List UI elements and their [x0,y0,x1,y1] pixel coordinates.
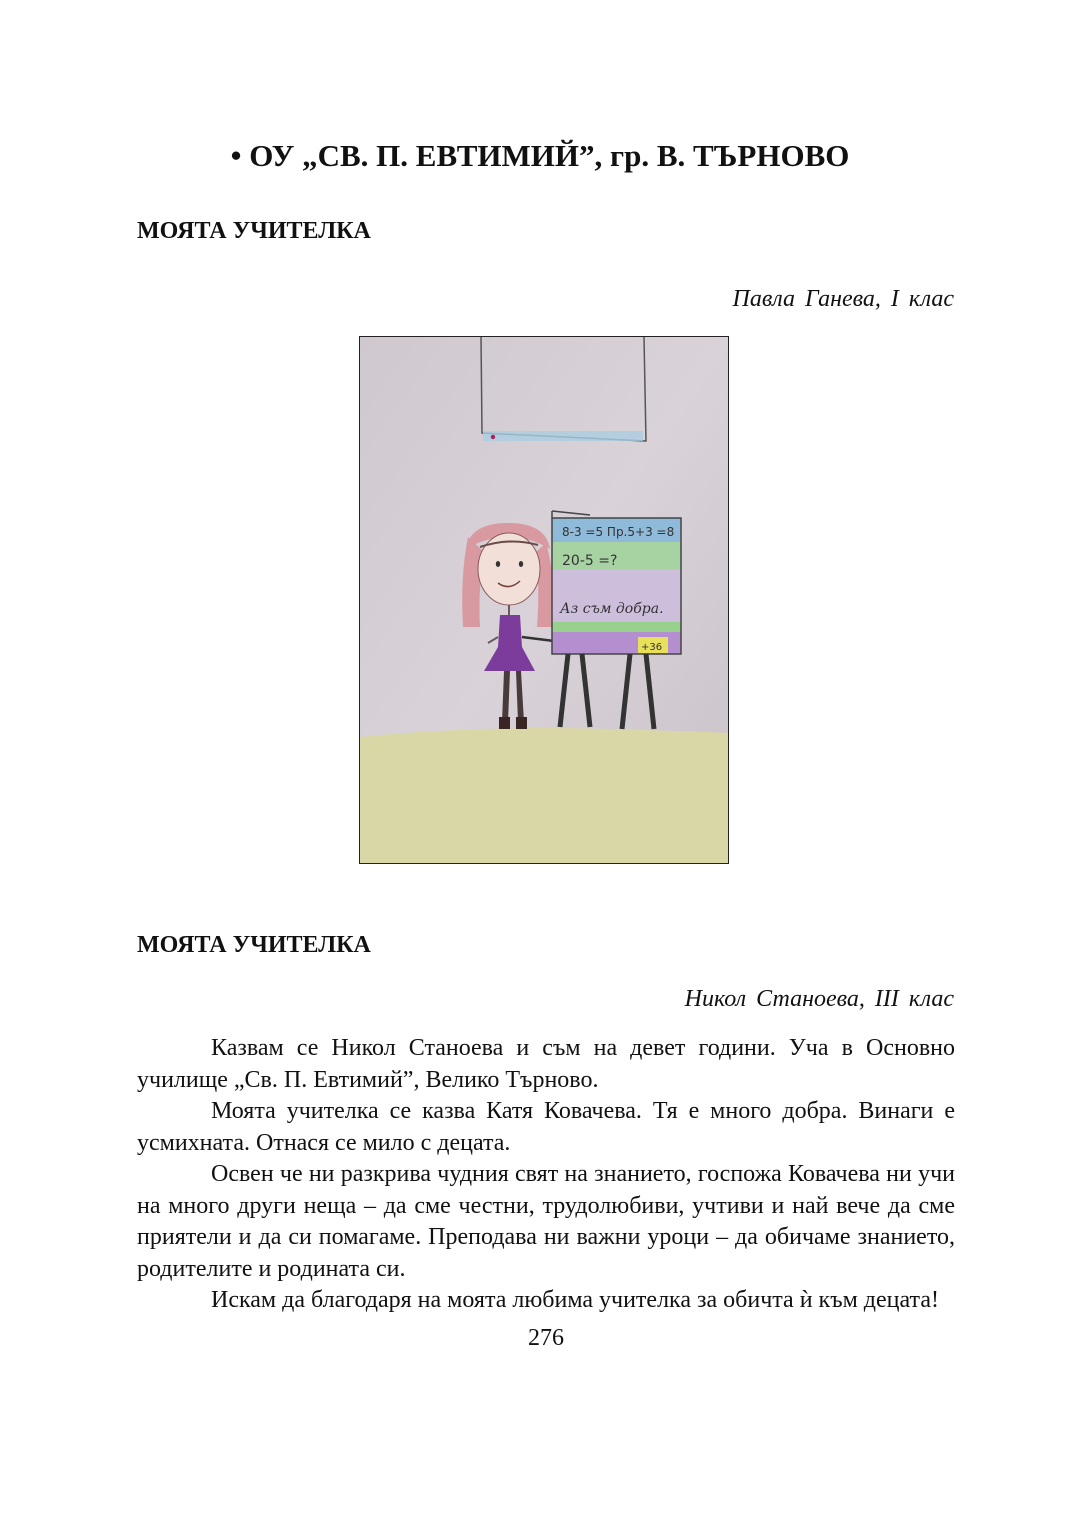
paragraph: Казвам се Никол Станоева и съм на девет години. Уча в Основно училище „Св. П. Евтимий”, Велико Търново. [137,1035,955,1093]
board-line-1: 8-3 =5 Пр.5+3 =8 [562,525,675,539]
paragraph: Освен че ни разкрива чудния свят на знанието, госпожа Ковачева ни учи на много други неща – да сме честни, трудолюбиви, учтиви и най вече да сме приятели и да си помагаме. Преподава ни важни уроци – да обичаме знанието, родителите и родината си. [137,1161,955,1282]
paragraph: Искам да благодаря на моята любима учителка за обичта ѝ към децата! [211,1287,939,1313]
essay-body [137,1033,955,1354]
drawing-canvas [360,337,728,863]
board-line-2: 20-5 =? [562,553,618,569]
child-drawing [359,336,729,864]
board-badge: +36 [641,642,663,653]
paragraph: Моята учителка се казва Катя Ковачева. Тя е много добра. Винаги е усмихната. Отнася се мило с децата. [137,1098,955,1156]
ground [360,728,728,863]
page-number: 276 [528,1324,564,1351]
section1-author: Павла Ганева, I клас [732,286,954,312]
section1-title: МОЯТА УЧИТЕЛКА [137,218,371,244]
section2-title: МОЯТА УЧИТЕЛКА [137,932,371,958]
board-line-3: Аз съм добра. [560,601,664,617]
school-heading: • ОУ „СВ. П. ЕВТИМИЙ”, гр. В. ТЪРНОВО [230,138,850,173]
section2-author: Никол Станоева, III клас [684,986,954,1012]
